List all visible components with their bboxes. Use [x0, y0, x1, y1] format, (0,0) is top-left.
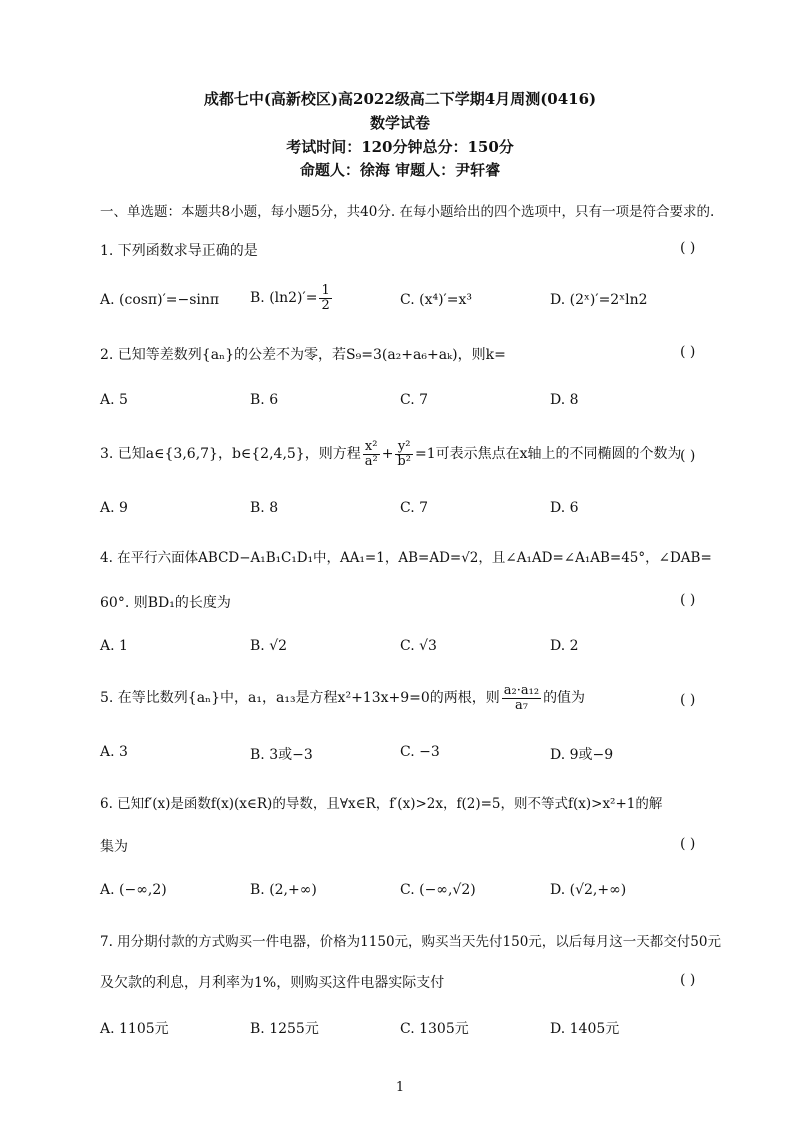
option-a: A. 1 — [100, 638, 128, 654]
option-d: D. 6 — [550, 500, 579, 516]
page-number: 1 — [395, 1080, 405, 1095]
option-a: A. 5 — [100, 392, 128, 408]
stem-suffix: =1可表示焦点在x轴上的不同椭圆的个数为 — [414, 446, 682, 463]
option-b: B. (2,+∞) — [250, 882, 317, 898]
exam-subject: 数学试卷 — [369, 114, 430, 132]
fraction-x — [363, 440, 380, 468]
option-d: D. (√2,+∞) — [550, 882, 627, 898]
fraction-denominator: a² — [364, 453, 378, 469]
option-a: A. (cosπ)′=−sinπ — [100, 292, 220, 308]
option-c: C. −3 — [400, 744, 440, 760]
question-stem — [100, 684, 585, 712]
answer-blank: ( ) — [680, 692, 696, 708]
fraction-numerator: x² — [363, 440, 380, 455]
stem-prefix: 5. 在等比数列{aₙ}中，a₁，a₁₃是方程x²+13x+9=0的两根，则 — [100, 690, 500, 707]
stem-suffix: 的值为 — [543, 690, 586, 707]
stem-prefix: 3. 已知a∈{3,6,7}，b∈{2,4,5}，则方程 — [100, 446, 361, 463]
question-stem-line-1: 4. 在平行六面体ABCD−A₁B₁C₁D₁中，AA₁=1，AB=AD=√2，且∠A₁AD=∠A₁AB=45°，∠DAB= — [100, 550, 712, 566]
option-d: D. (2ˣ)′=2ˣln2 — [550, 292, 648, 308]
exam-authors: 命题人：徐海 审题人：尹轩睿 — [299, 161, 501, 179]
fraction — [319, 284, 331, 312]
option-b: B. 1255元 — [250, 1021, 319, 1037]
option-a: A. (−∞,2) — [100, 882, 167, 898]
exam-info: 考试时间：120分钟总分：150分 — [286, 138, 514, 156]
option-d: D. 1405元 — [550, 1021, 620, 1037]
question-stem-line-2: 集为 — [100, 839, 128, 855]
fraction-y — [395, 440, 413, 468]
option-b: B. 8 — [250, 500, 279, 516]
question-stem: 2. 已知等差数列{aₙ}的公差不为零，若S₉=3(a₂+a₆+aₖ)，则k= — [100, 347, 506, 363]
option-a: A. 1105元 — [100, 1021, 169, 1037]
fraction-numerator: 1 — [321, 283, 330, 298]
exam-title: 成都七中(高新校区)高2022级高二下学期4月周测(0416) — [203, 90, 597, 108]
question-stem-line-2: 及欠款的利息，月利率为1%，则购买这件电器实际支付 — [100, 975, 445, 991]
option-c: C. (−∞,√2) — [400, 882, 476, 898]
option-b-prefix: B. (ln2)′= — [250, 290, 318, 307]
question-stem-line-1: 6. 已知f′(x)是函数f(x)(x∈R)的导数，且∀x∈R，f′(x)>2x，f(2)=5，则不等式f(x)>x²+1的解 — [100, 796, 663, 812]
fraction-numerator: a₂·a₁₂ — [503, 683, 540, 698]
fraction-denominator: 2 — [321, 297, 330, 313]
answer-blank: ( ) — [680, 836, 696, 852]
fraction-numerator: y² — [395, 440, 413, 455]
answer-blank: ( ) — [680, 592, 696, 608]
question-stem-line-1: 7. 用分期付款的方式购买一件电器，价格为1150元，购买当天先付150元，以后每月这一天都交付50元 — [100, 934, 721, 950]
answer-blank: ( ) — [680, 240, 696, 256]
answer-blank: ( ) — [680, 344, 696, 360]
option-b: B. 3或−3 — [250, 747, 313, 763]
answer-blank: ( ) — [680, 448, 696, 464]
option-c: C. 1305元 — [400, 1021, 469, 1037]
question-stem — [100, 440, 682, 468]
option-c: C. 7 — [400, 392, 429, 408]
plus-sign: + — [381, 446, 394, 463]
option-b: B. √2 — [250, 638, 288, 654]
fraction — [502, 684, 541, 712]
option-c: C. √3 — [400, 638, 437, 654]
option-a: A. 9 — [100, 500, 128, 516]
option-a: A. 3 — [100, 744, 128, 760]
option-c: C. 7 — [400, 500, 429, 516]
question-stem-line-2: 60°. 则BD₁的长度为 — [100, 595, 231, 611]
option-d: D. 8 — [550, 392, 579, 408]
question-stem: 1. 下列函数求导正确的是 — [100, 243, 258, 259]
section-heading: 一、单选题：本题共8小题，每小题5分，共40分. 在每小题给出的四个选项中，只有一项是符合要求的. — [100, 204, 715, 220]
fraction-denominator: b² — [397, 453, 411, 469]
answer-blank: ( ) — [680, 972, 696, 988]
fraction-denominator: a₇ — [514, 697, 528, 713]
option-c: C. (x⁴)′=x³ — [400, 292, 472, 308]
option-b — [250, 284, 334, 312]
option-b: B. 6 — [250, 392, 279, 408]
option-d: D. 9或−9 — [550, 747, 614, 763]
option-d: D. 2 — [550, 638, 579, 654]
